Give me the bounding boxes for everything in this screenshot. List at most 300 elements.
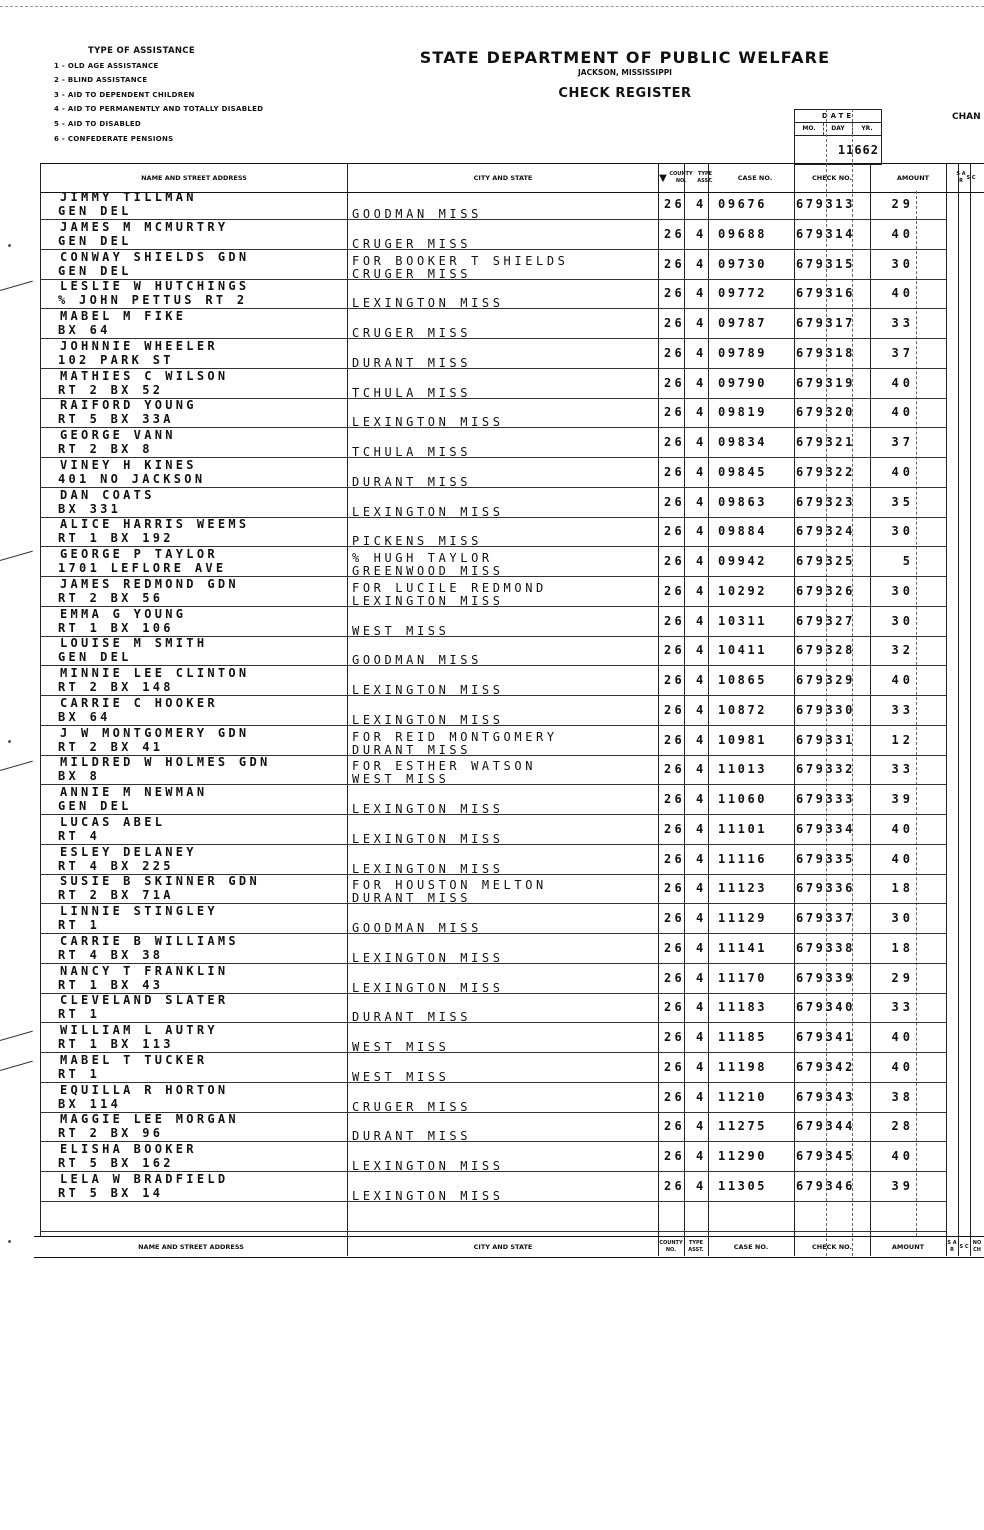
recipient-name: RAIFORD YOUNG (60, 398, 197, 412)
table-row (0, 339, 984, 372)
amount: 39 (891, 792, 914, 806)
assistance-type: 4 (696, 554, 707, 568)
recipient-name: EMMA G YOUNG (60, 607, 187, 621)
county-number: 26 (664, 197, 686, 211)
assistance-type: 4 (696, 1149, 707, 1163)
street-address: 102 PARK ST (58, 353, 174, 367)
county-number: 26 (664, 524, 686, 538)
case-number: 10872 (718, 703, 768, 717)
city-state: WEST MISS (352, 1070, 450, 1084)
check-number: 679324 (796, 524, 855, 538)
recipient-name: J W MONTGOMERY GDN (60, 726, 250, 740)
check-number: 679332 (796, 762, 855, 776)
amount: 37 (891, 346, 914, 360)
recipient-name: MABEL M FIKE (60, 309, 187, 323)
city-line-1: FOR BOOKER T SHIELDS (352, 254, 569, 268)
recipient-name: GEORGE VANN (60, 428, 176, 442)
amount: 18 (891, 881, 914, 895)
county-number: 26 (664, 852, 686, 866)
check-number: 679342 (796, 1060, 855, 1074)
amount: 30 (891, 614, 914, 628)
check-number: 679327 (796, 614, 855, 628)
amount: 33 (891, 316, 914, 330)
assistance-type: 4 (696, 584, 707, 598)
table-row (0, 785, 984, 818)
city-state: WEST MISS (352, 624, 450, 638)
street-address: RT 2 BX 71A (58, 888, 174, 902)
check-number: 679318 (796, 346, 855, 360)
case-number: 09863 (718, 495, 768, 509)
street-address: BX 64 (58, 323, 111, 337)
table-row (0, 547, 984, 580)
street-address: GEN DEL (58, 264, 132, 278)
case-number: 11060 (718, 792, 768, 806)
case-number: 09772 (718, 286, 768, 300)
check-number: 679335 (796, 852, 855, 866)
amount: 39 (891, 1179, 914, 1193)
legend-heading: TYPE OF ASSISTANCE (88, 46, 195, 56)
assistance-type: 4 (696, 405, 707, 419)
amount: 29 (891, 971, 914, 985)
county-number: 26 (664, 1149, 686, 1163)
assistance-type: 4 (696, 703, 707, 717)
case-number: 10311 (718, 614, 768, 628)
assistance-type: 4 (696, 762, 707, 776)
case-number: 11275 (718, 1119, 768, 1133)
street-address: RT 2 BX 41 (58, 740, 164, 754)
city-state: PICKENS MISS (352, 534, 482, 548)
case-number: 09834 (718, 435, 768, 449)
check-number: 679330 (796, 703, 855, 717)
col-amount-header: AMOUNT (896, 173, 930, 182)
county-number: 26 (664, 554, 686, 568)
street-address: RT 2 BX 52 (58, 383, 164, 397)
street-address: RT 1 (58, 918, 101, 932)
recipient-name: ALICE HARRIS WEEMS (60, 517, 250, 531)
assistance-type: 4 (696, 465, 707, 479)
assistance-type: 4 (696, 376, 707, 390)
recipient-name: GEORGE P TAYLOR (60, 547, 218, 561)
recipient-name: CONWAY SHIELDS GDN (60, 250, 250, 264)
amount: 40 (891, 673, 914, 687)
city-line-1: % HUGH TAYLOR (352, 551, 493, 565)
street-address: 401 NO JACKSON (58, 472, 206, 486)
table-row (0, 874, 984, 907)
recipient-name: LESLIE W HUTCHINGS (60, 279, 250, 293)
col-type-header: TYPE ASST. (697, 171, 713, 184)
assistance-type: 4 (696, 346, 707, 360)
city-state: WEST MISS (352, 1040, 450, 1054)
check-number: 679338 (796, 941, 855, 955)
table-row (0, 1142, 984, 1175)
agency-title: STATE DEPARTMENT OF PUBLIC WELFARE (419, 48, 831, 67)
check-number: 679337 (796, 911, 855, 925)
amount: 33 (891, 1000, 914, 1014)
table-row (0, 398, 984, 431)
check-number: 679314 (796, 227, 855, 241)
assistance-type: 4 (696, 1030, 707, 1044)
amount: 40 (891, 465, 914, 479)
date-value: 11662 (837, 143, 879, 157)
case-number: 11141 (718, 941, 768, 955)
county-number: 26 (664, 762, 686, 776)
amount: 40 (891, 376, 914, 390)
legend-item: 3 - AID TO DEPENDENT CHILDREN (54, 90, 195, 99)
recipient-name: CARRIE C HOOKER (60, 696, 218, 710)
county-number: 26 (664, 941, 686, 955)
city-state: DURANT MISS (352, 891, 472, 905)
street-address: RT 5 BX 14 (58, 1186, 164, 1200)
street-address: GEN DEL (58, 799, 132, 813)
city-state: LEXINGTON MISS (352, 951, 504, 965)
assistance-type: 4 (696, 435, 707, 449)
city-state: LEXINGTON MISS (352, 594, 504, 608)
street-address: RT 2 BX 8 (58, 442, 153, 456)
recipient-name: ANNIE M NEWMAN (60, 785, 208, 799)
county-number: 26 (664, 1090, 686, 1104)
county-number: 26 (664, 495, 686, 509)
city-line-1: FOR HOUSTON MELTON (352, 878, 547, 892)
street-address: RT 4 BX 225 (58, 859, 174, 873)
col-city-footer: CITY AND STATE (473, 1242, 533, 1251)
legend-item: 4 - AID TO PERMANENTLY AND TOTALLY DISABLED (54, 105, 264, 114)
case-number: 10865 (718, 673, 768, 687)
street-address: RT 2 BX 148 (58, 680, 174, 694)
city-state: DURANT MISS (352, 1010, 472, 1024)
city-state: CRUGER MISS (352, 1100, 472, 1114)
city-state: CRUGER MISS (352, 237, 472, 251)
city-state: LEXINGTON MISS (352, 862, 504, 876)
assistance-type: 4 (696, 852, 707, 866)
check-number: 679333 (796, 792, 855, 806)
table-row (0, 517, 984, 550)
amount: 32 (891, 643, 914, 657)
case-number: 09789 (718, 346, 768, 360)
assistance-type: 4 (696, 316, 707, 330)
table-row (0, 934, 984, 967)
case-number: 10411 (718, 643, 768, 657)
street-address: RT 2 BX 56 (58, 591, 164, 605)
case-number: 11210 (718, 1090, 768, 1104)
recipient-name: JAMES REDMOND GDN (60, 577, 239, 591)
margin-mark (8, 1240, 11, 1243)
table-row (0, 666, 984, 699)
check-number: 679325 (796, 554, 855, 568)
marker-triangle-icon: ▼ (659, 172, 667, 184)
city-state: LEXINGTON MISS (352, 1159, 504, 1173)
city-state: LEXINGTON MISS (352, 981, 504, 995)
table-row (0, 279, 984, 312)
county-number: 26 (664, 614, 686, 628)
amount: 40 (891, 1030, 914, 1044)
city-state: CRUGER MISS (352, 326, 472, 340)
city-state: DURANT MISS (352, 356, 472, 370)
city-state: LEXINGTON MISS (352, 505, 504, 519)
street-address: RT 1 BX 106 (58, 621, 174, 635)
check-number: 679316 (796, 286, 855, 300)
margin-mark (8, 740, 11, 743)
col-sc-footer: S C (959, 1243, 969, 1250)
city-state: DURANT MISS (352, 743, 472, 757)
case-number: 09676 (718, 197, 768, 211)
assistance-type: 4 (696, 286, 707, 300)
street-address: BX 331 (58, 502, 122, 516)
column-header-row (40, 163, 984, 193)
case-number: 09787 (718, 316, 768, 330)
recipient-name: LINNIE STINGLEY (60, 904, 218, 918)
recipient-name: VINEY H KINES (60, 458, 197, 472)
county-number: 26 (664, 405, 686, 419)
legend-item: 1 - OLD AGE ASSISTANCE (54, 61, 159, 70)
county-number: 26 (664, 822, 686, 836)
county-number: 26 (664, 1060, 686, 1074)
street-address: RT 4 (58, 829, 101, 843)
county-number: 26 (664, 1000, 686, 1014)
col-name-footer: NAME AND STREET ADDRESS (138, 1242, 244, 1251)
assistance-type: 4 (696, 257, 707, 271)
amount: 30 (891, 524, 914, 538)
check-number: 679326 (796, 584, 855, 598)
street-address: RT 2 BX 96 (58, 1126, 164, 1140)
check-number: 679336 (796, 881, 855, 895)
row-divider (40, 1231, 946, 1232)
recipient-name: MILDRED W HOLMES GDN (60, 755, 271, 769)
amount: 29 (891, 197, 914, 211)
check-number: 679328 (796, 643, 855, 657)
city-state: LEXINGTON MISS (352, 832, 504, 846)
recipient-name: JIMMY TILLMAN (60, 190, 197, 204)
amount: 30 (891, 584, 914, 598)
table-row (0, 220, 984, 253)
city-line-1: FOR LUCILE REDMOND (352, 581, 547, 595)
amount: 40 (891, 852, 914, 866)
amount: 18 (891, 941, 914, 955)
assistance-type: 4 (696, 1179, 707, 1193)
city-state: DURANT MISS (352, 1129, 472, 1143)
case-number: 11116 (718, 852, 768, 866)
county-number: 26 (664, 792, 686, 806)
register-title: CHECK REGISTER (558, 86, 692, 101)
county-number: 26 (664, 643, 686, 657)
table-row (0, 190, 984, 223)
check-number: 679339 (796, 971, 855, 985)
col-case-footer: CASE NO. (733, 1242, 769, 1251)
amount: 12 (891, 733, 914, 747)
assistance-type: 4 (696, 881, 707, 895)
amount: 40 (891, 405, 914, 419)
street-address: RT 5 BX 33A (58, 412, 174, 426)
assistance-type: 4 (696, 524, 707, 538)
case-number: 11185 (718, 1030, 768, 1044)
case-number: 11101 (718, 822, 768, 836)
date-year-label: YR. (852, 123, 881, 135)
assistance-type: 4 (696, 1119, 707, 1133)
amount: 30 (891, 257, 914, 271)
county-number: 26 (664, 465, 686, 479)
col-sc-header: S C (966, 174, 976, 181)
date-day-label: DAY (823, 123, 852, 135)
check-number: 679340 (796, 1000, 855, 1014)
city-line-1: FOR ESTHER WATSON (352, 759, 537, 773)
case-number: 09688 (718, 227, 768, 241)
table-row (0, 458, 984, 491)
check-number: 679313 (796, 197, 855, 211)
table-row (0, 696, 984, 729)
county-number: 26 (664, 584, 686, 598)
check-number: 679319 (796, 376, 855, 390)
col-name-header: NAME AND STREET ADDRESS (141, 173, 247, 182)
table-row (0, 1053, 984, 1086)
city-state: CRUGER MISS (352, 267, 472, 281)
case-number: 10981 (718, 733, 768, 747)
case-number: 09845 (718, 465, 768, 479)
assistance-type: 4 (696, 197, 707, 211)
check-number: 679315 (796, 257, 855, 271)
recipient-name: NANCY T FRANKLIN (60, 964, 229, 978)
city-state: LEXINGTON MISS (352, 296, 504, 310)
city-state: LEXINGTON MISS (352, 713, 504, 727)
county-number: 26 (664, 971, 686, 985)
city-state: WEST MISS (352, 772, 450, 786)
col-county-header: COUNTY NO. (669, 171, 693, 184)
street-address: RT 1 (58, 1067, 101, 1081)
amount: 35 (891, 495, 914, 509)
city-state: LEXINGTON MISS (352, 802, 504, 816)
street-address: RT 4 BX 38 (58, 948, 164, 962)
table-row (0, 577, 984, 610)
recipient-name: ELISHA BOOKER (60, 1142, 197, 1156)
city-state: GOODMAN MISS (352, 921, 482, 935)
col-sar-footer: S A R (947, 1240, 957, 1253)
city-state: GOODMAN MISS (352, 653, 482, 667)
street-address: RT 1 BX 43 (58, 978, 164, 992)
city-state: LEXINGTON MISS (352, 683, 504, 697)
county-number: 26 (664, 911, 686, 925)
county-number: 26 (664, 316, 686, 330)
legend-item: 5 - AID TO DISABLED (54, 119, 142, 128)
city-line-1: FOR REID MONTGOMERY (352, 730, 558, 744)
check-number: 679343 (796, 1090, 855, 1104)
case-number: 09884 (718, 524, 768, 538)
table-row (0, 428, 984, 461)
check-number: 679344 (796, 1119, 855, 1133)
margin-mark (8, 244, 11, 247)
county-number: 26 (664, 435, 686, 449)
date-label: DATE (795, 110, 881, 123)
assistance-type: 4 (696, 971, 707, 985)
check-number: 679331 (796, 733, 855, 747)
amount: 33 (891, 762, 914, 776)
table-row (0, 309, 984, 342)
assistance-type: 4 (696, 911, 707, 925)
amount: 40 (891, 822, 914, 836)
street-address: BX 8 (58, 769, 101, 783)
county-number: 26 (664, 1030, 686, 1044)
document-header (380, 48, 870, 101)
recipient-name: CLEVELAND SLATER (60, 993, 229, 1007)
case-number: 11170 (718, 971, 768, 985)
recipient-name: CARRIE B WILLIAMS (60, 934, 239, 948)
street-address: RT 1 BX 192 (58, 531, 174, 545)
check-number: 679321 (796, 435, 855, 449)
city-state: TCHULA MISS (352, 386, 472, 400)
county-number: 26 (664, 286, 686, 300)
recipient-name: WILLIAM L AUTRY (60, 1023, 218, 1037)
county-number: 26 (664, 1179, 686, 1193)
street-address: GEN DEL (58, 650, 132, 664)
case-number: 11198 (718, 1060, 768, 1074)
recipient-name: MINNIE LEE CLINTON (60, 666, 250, 680)
date-box (794, 109, 882, 165)
assistance-type: 4 (696, 673, 707, 687)
case-number: 09730 (718, 257, 768, 271)
recipient-name: EQUILLA R HORTON (60, 1083, 229, 1097)
table-row (0, 1112, 984, 1145)
amount: 40 (891, 286, 914, 300)
street-address: RT 1 BX 113 (58, 1037, 174, 1051)
table-row (0, 1023, 984, 1056)
case-number: 11123 (718, 881, 768, 895)
amount: 40 (891, 1060, 914, 1074)
table-row (0, 1172, 984, 1205)
recipient-name: MAGGIE LEE MORGAN (60, 1112, 239, 1126)
check-number: 679320 (796, 405, 855, 419)
county-number: 26 (664, 1119, 686, 1133)
legend-item: 6 - CONFEDERATE PENSIONS (54, 134, 174, 143)
county-number: 26 (664, 733, 686, 747)
recipient-name: SUSIE B SKINNER GDN (60, 874, 260, 888)
table-row (0, 755, 984, 788)
assistance-type: 4 (696, 1060, 707, 1074)
amount: 38 (891, 1090, 914, 1104)
scan-top-edge (0, 0, 984, 7)
recipient-name: MABEL T TUCKER (60, 1053, 208, 1067)
col-amount-footer: AMOUNT (891, 1242, 925, 1251)
assistance-type: 4 (696, 643, 707, 657)
col-check-header: CHECK NO. (811, 173, 852, 182)
legend-item: 2 - BLIND ASSISTANCE (54, 76, 148, 85)
check-number: 679345 (796, 1149, 855, 1163)
amount: 5 (902, 554, 914, 568)
amount: 40 (891, 227, 914, 241)
recipient-name: ESLEY DELANEY (60, 845, 197, 859)
assistance-type: 4 (696, 792, 707, 806)
case-number: 11013 (718, 762, 768, 776)
city-state: LEXINGTON MISS (352, 1189, 504, 1203)
col-case-header: CASE NO. (737, 173, 773, 182)
col-county-footer: COUNTY NO. (659, 1240, 683, 1253)
recipient-name: JAMES M MCMURTRY (60, 220, 229, 234)
county-number: 26 (664, 227, 686, 241)
county-number: 26 (664, 881, 686, 895)
case-number: 11290 (718, 1149, 768, 1163)
check-number: 679346 (796, 1179, 855, 1193)
table-row (0, 815, 984, 848)
county-number: 26 (664, 703, 686, 717)
col-type-footer: TYPE ASST. (688, 1240, 704, 1253)
table-row (0, 636, 984, 669)
col-check-footer: CHECK NO. (811, 1242, 852, 1251)
street-address: RT 5 BX 162 (58, 1156, 174, 1170)
street-address: 1701 LEFLORE AVE (58, 561, 227, 575)
case-number: 11183 (718, 1000, 768, 1014)
recipient-name: MATHIES C WILSON (60, 369, 229, 383)
recipient-name: LUCAS ABEL (60, 815, 166, 829)
check-number: 679323 (796, 495, 855, 509)
check-number: 679322 (796, 465, 855, 479)
street-address: RT 1 (58, 1007, 101, 1021)
city-state: GOODMAN MISS (352, 207, 482, 221)
